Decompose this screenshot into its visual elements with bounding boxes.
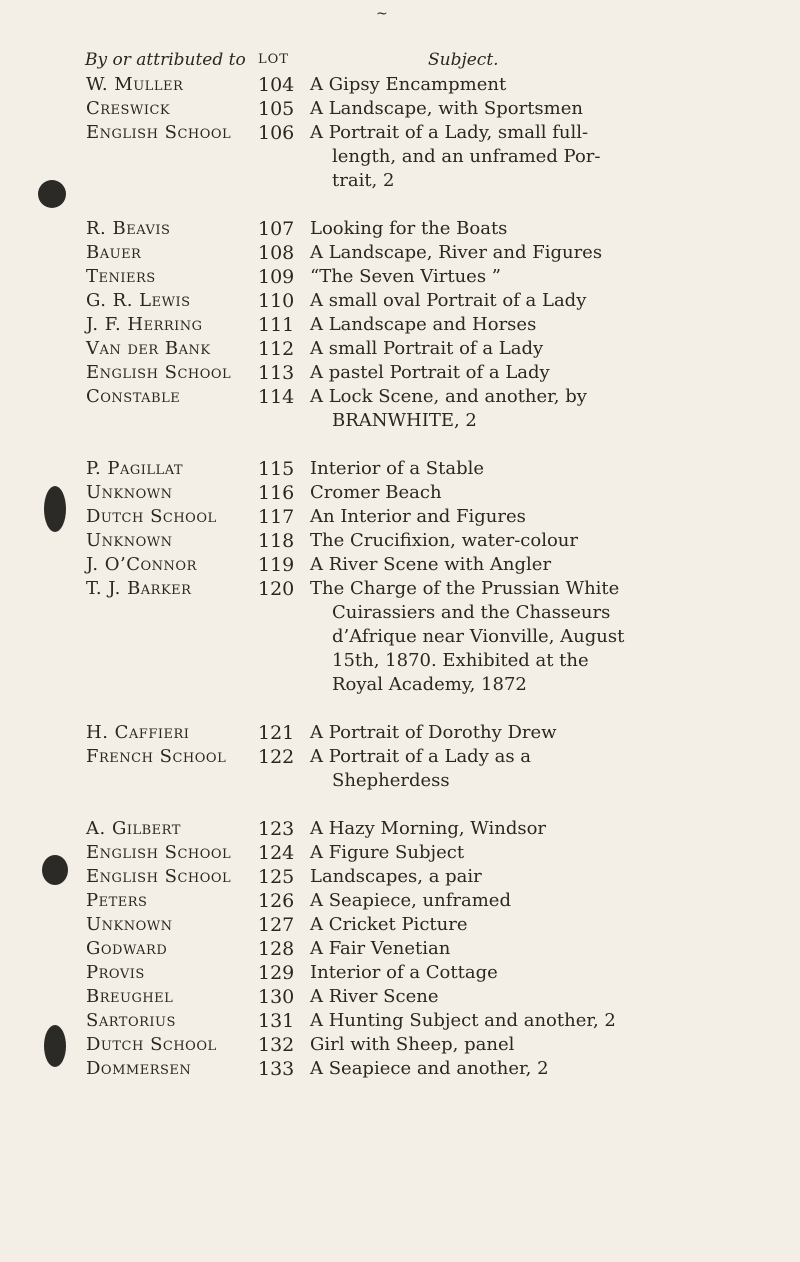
subject-line: A small Portrait of a Lady bbox=[310, 338, 544, 359]
subject-text bbox=[310, 385, 685, 433]
lot-number: 119 bbox=[258, 554, 295, 576]
catalogue-row bbox=[0, 577, 800, 697]
subject-line: A River Scene with Angler bbox=[310, 554, 552, 575]
artist-name: Unknown bbox=[86, 914, 173, 935]
lot-number: 120 bbox=[258, 578, 295, 600]
section-gap bbox=[0, 433, 800, 457]
subject-text bbox=[310, 937, 685, 961]
subject-line: A Seapiece and another, 2 bbox=[310, 1058, 549, 1079]
subject-text bbox=[310, 73, 685, 97]
artist-name: Breughel bbox=[86, 986, 174, 1007]
catalogue-row bbox=[0, 913, 800, 937]
section-gap bbox=[0, 793, 800, 817]
header-lot: LOT bbox=[258, 52, 289, 67]
artist-name: Dutch School bbox=[86, 1034, 217, 1055]
subject-line: Interior of a Stable bbox=[310, 458, 485, 479]
subject-text bbox=[310, 529, 685, 553]
artist-name: Sartorius bbox=[86, 1010, 176, 1031]
artist-name: Teniers bbox=[86, 266, 156, 287]
lot-number: 121 bbox=[258, 722, 295, 744]
subject-text bbox=[310, 457, 685, 481]
artist-name: French School bbox=[86, 746, 227, 767]
lot-number: 133 bbox=[258, 1058, 295, 1080]
subject-continuation: Cuirassiers and the Chasseurs bbox=[332, 602, 611, 623]
subject-line: The Crucifixion, water-colour bbox=[310, 530, 578, 551]
artist-name: Unknown bbox=[86, 482, 173, 503]
catalogue-row bbox=[0, 553, 800, 577]
subject-text bbox=[310, 1033, 685, 1057]
lot-number: 132 bbox=[258, 1034, 295, 1056]
artist-name: W. Muller bbox=[86, 74, 184, 95]
artist-name: Unknown bbox=[86, 530, 173, 551]
subject-line: An Interior and Figures bbox=[310, 506, 526, 527]
subject-continuation: 15th, 1870. Exhibited at the bbox=[332, 650, 589, 671]
artist-name: English School bbox=[86, 866, 232, 887]
artist-name: English School bbox=[86, 842, 232, 863]
subject-text bbox=[310, 265, 685, 289]
artist-name: English School bbox=[86, 362, 232, 383]
artist-name: Creswick bbox=[86, 98, 171, 119]
artist-name: Provis bbox=[86, 962, 145, 983]
subject-line: A Fair Venetian bbox=[310, 938, 451, 959]
catalogue-row bbox=[0, 361, 800, 385]
subject-line: A Hunting Subject and another, 2 bbox=[310, 1010, 616, 1031]
subject-line: The Charge of the Prussian White bbox=[310, 578, 620, 599]
catalogue-row bbox=[0, 457, 800, 481]
subject-text bbox=[310, 313, 685, 337]
subject-continuation: Shepherdess bbox=[332, 770, 450, 791]
catalogue-row bbox=[0, 385, 800, 433]
lot-number: 123 bbox=[258, 818, 295, 840]
subject-continuation: length, and an unframed Por- bbox=[332, 146, 601, 167]
catalogue-row bbox=[0, 505, 800, 529]
subject-text bbox=[310, 1009, 685, 1033]
lot-number: 116 bbox=[258, 482, 295, 504]
subject-line: A Portrait of a Lady, small full- bbox=[310, 122, 589, 143]
artist-name: H. Caffieri bbox=[86, 722, 190, 743]
lot-number: 131 bbox=[258, 1010, 295, 1032]
artist-name: Bauer bbox=[86, 242, 142, 263]
subject-text bbox=[310, 1057, 685, 1081]
subject-line: A Seapiece, unframed bbox=[310, 890, 511, 911]
subject-line: A small oval Portrait of a Lady bbox=[310, 290, 587, 311]
lot-number: 111 bbox=[258, 314, 295, 336]
subject-line: A Landscape, River and Figures bbox=[310, 242, 603, 263]
subject-line: A Hazy Morning, Windsor bbox=[310, 818, 547, 839]
subject-text bbox=[310, 721, 685, 745]
section-gap bbox=[0, 193, 800, 217]
page-mark: ~ bbox=[376, 6, 388, 22]
subject-line: Landscapes, a pair bbox=[310, 866, 482, 887]
subject-line: A Lock Scene, and another, by bbox=[310, 386, 587, 407]
subject-text bbox=[310, 745, 685, 793]
artist-name: J. F. Herring bbox=[86, 314, 203, 335]
subject-continuation: trait, 2 bbox=[332, 170, 395, 191]
subject-text bbox=[310, 889, 685, 913]
subject-line: Girl with Sheep, panel bbox=[310, 1034, 515, 1055]
subject-text bbox=[310, 121, 685, 193]
artist-name: J. O’Connor bbox=[86, 554, 197, 575]
artist-name: Godward bbox=[86, 938, 168, 959]
subject-text bbox=[310, 553, 685, 577]
header-subject: Subject. bbox=[428, 50, 499, 70]
catalogue-row bbox=[0, 217, 800, 241]
artist-name: A. Gilbert bbox=[86, 818, 181, 839]
catalogue-row bbox=[0, 313, 800, 337]
catalogue-row bbox=[0, 1009, 800, 1033]
lot-number: 126 bbox=[258, 890, 295, 912]
artist-name: P. Pagillat bbox=[86, 458, 184, 479]
lot-number: 109 bbox=[258, 266, 295, 288]
subject-text bbox=[310, 817, 685, 841]
catalogue-row bbox=[0, 865, 800, 889]
subject-text bbox=[310, 481, 685, 505]
lot-number: 108 bbox=[258, 242, 295, 264]
catalogue-row bbox=[0, 841, 800, 865]
subject-text bbox=[310, 577, 685, 697]
header-artist: By or attributed to bbox=[85, 50, 246, 70]
catalogue-row bbox=[0, 337, 800, 361]
subject-line: A Portrait of Dorothy Drew bbox=[310, 722, 557, 743]
catalogue-row bbox=[0, 745, 800, 793]
subject-text bbox=[310, 337, 685, 361]
artist-name: G. R. Lewis bbox=[86, 290, 191, 311]
lot-number: 105 bbox=[258, 98, 295, 120]
catalogue-row bbox=[0, 817, 800, 841]
subject-line: A Landscape, with Sportsmen bbox=[310, 98, 583, 119]
subject-line: Cromer Beach bbox=[310, 482, 442, 503]
catalogue-row bbox=[0, 73, 800, 97]
catalogue-row bbox=[0, 97, 800, 121]
catalogue-row bbox=[0, 985, 800, 1009]
lot-number: 114 bbox=[258, 386, 295, 408]
catalogue-row bbox=[0, 529, 800, 553]
lot-number: 130 bbox=[258, 986, 295, 1008]
subject-line: A Portrait of a Lady as a bbox=[310, 746, 532, 767]
subject-text bbox=[310, 961, 685, 985]
artist-name: Van der Bank bbox=[86, 338, 211, 359]
subject-line: A Figure Subject bbox=[310, 842, 465, 863]
lot-number: 106 bbox=[258, 122, 295, 144]
artist-name: T. J. Barker bbox=[86, 578, 192, 599]
subject-text bbox=[310, 505, 685, 529]
lot-number: 113 bbox=[258, 362, 295, 384]
subject-continuation: Royal Academy, 1872 bbox=[332, 674, 527, 695]
lot-number: 129 bbox=[258, 962, 295, 984]
artist-name: R. Beavis bbox=[86, 218, 171, 239]
lot-number: 128 bbox=[258, 938, 295, 960]
subject-text bbox=[310, 289, 685, 313]
subject-text bbox=[310, 217, 685, 241]
lot-number: 115 bbox=[258, 458, 295, 480]
subject-line: A pastel Portrait of a Lady bbox=[310, 362, 550, 383]
lot-number: 104 bbox=[258, 74, 295, 96]
subject-text bbox=[310, 361, 685, 385]
lot-number: 112 bbox=[258, 338, 295, 360]
catalogue-list bbox=[0, 73, 800, 1081]
artist-name: Constable bbox=[86, 386, 181, 407]
lot-number: 110 bbox=[258, 290, 295, 312]
catalogue-row bbox=[0, 121, 800, 193]
lot-number: 125 bbox=[258, 866, 295, 888]
artist-name: English School bbox=[86, 122, 232, 143]
lot-number: 118 bbox=[258, 530, 295, 552]
subject-line: A River Scene bbox=[310, 986, 439, 1007]
catalogue-row bbox=[0, 265, 800, 289]
subject-text bbox=[310, 865, 685, 889]
section-gap bbox=[0, 697, 800, 721]
subject-text bbox=[310, 97, 685, 121]
subject-line: Interior of a Cottage bbox=[310, 962, 498, 983]
subject-continuation: d’Afrique near Vionville, August bbox=[332, 626, 625, 647]
subject-line: Looking for the Boats bbox=[310, 218, 508, 239]
catalogue-row bbox=[0, 937, 800, 961]
catalogue-row bbox=[0, 289, 800, 313]
catalogue-row bbox=[0, 241, 800, 265]
catalogue-row bbox=[0, 1033, 800, 1057]
catalogue-row bbox=[0, 721, 800, 745]
artist-name: Dutch School bbox=[86, 506, 217, 527]
lot-number: 124 bbox=[258, 842, 295, 864]
lot-number: 117 bbox=[258, 506, 295, 528]
subject-text bbox=[310, 913, 685, 937]
artist-name: Dommersen bbox=[86, 1058, 192, 1079]
subject-text bbox=[310, 241, 685, 265]
catalogue-row bbox=[0, 889, 800, 913]
subject-continuation: BRANWHITE, 2 bbox=[332, 410, 477, 431]
subject-line: “The Seven Virtues ” bbox=[310, 266, 501, 287]
artist-name: Peters bbox=[86, 890, 148, 911]
catalogue-row bbox=[0, 1057, 800, 1081]
catalogue-row bbox=[0, 481, 800, 505]
lot-number: 122 bbox=[258, 746, 295, 768]
subject-text bbox=[310, 985, 685, 1009]
subject-line: A Landscape and Horses bbox=[310, 314, 537, 335]
subject-line: A Cricket Picture bbox=[310, 914, 468, 935]
subject-text bbox=[310, 841, 685, 865]
lot-number: 107 bbox=[258, 218, 295, 240]
catalogue-row bbox=[0, 961, 800, 985]
lot-number: 127 bbox=[258, 914, 295, 936]
subject-line: A Gipsy Encampment bbox=[310, 74, 507, 95]
